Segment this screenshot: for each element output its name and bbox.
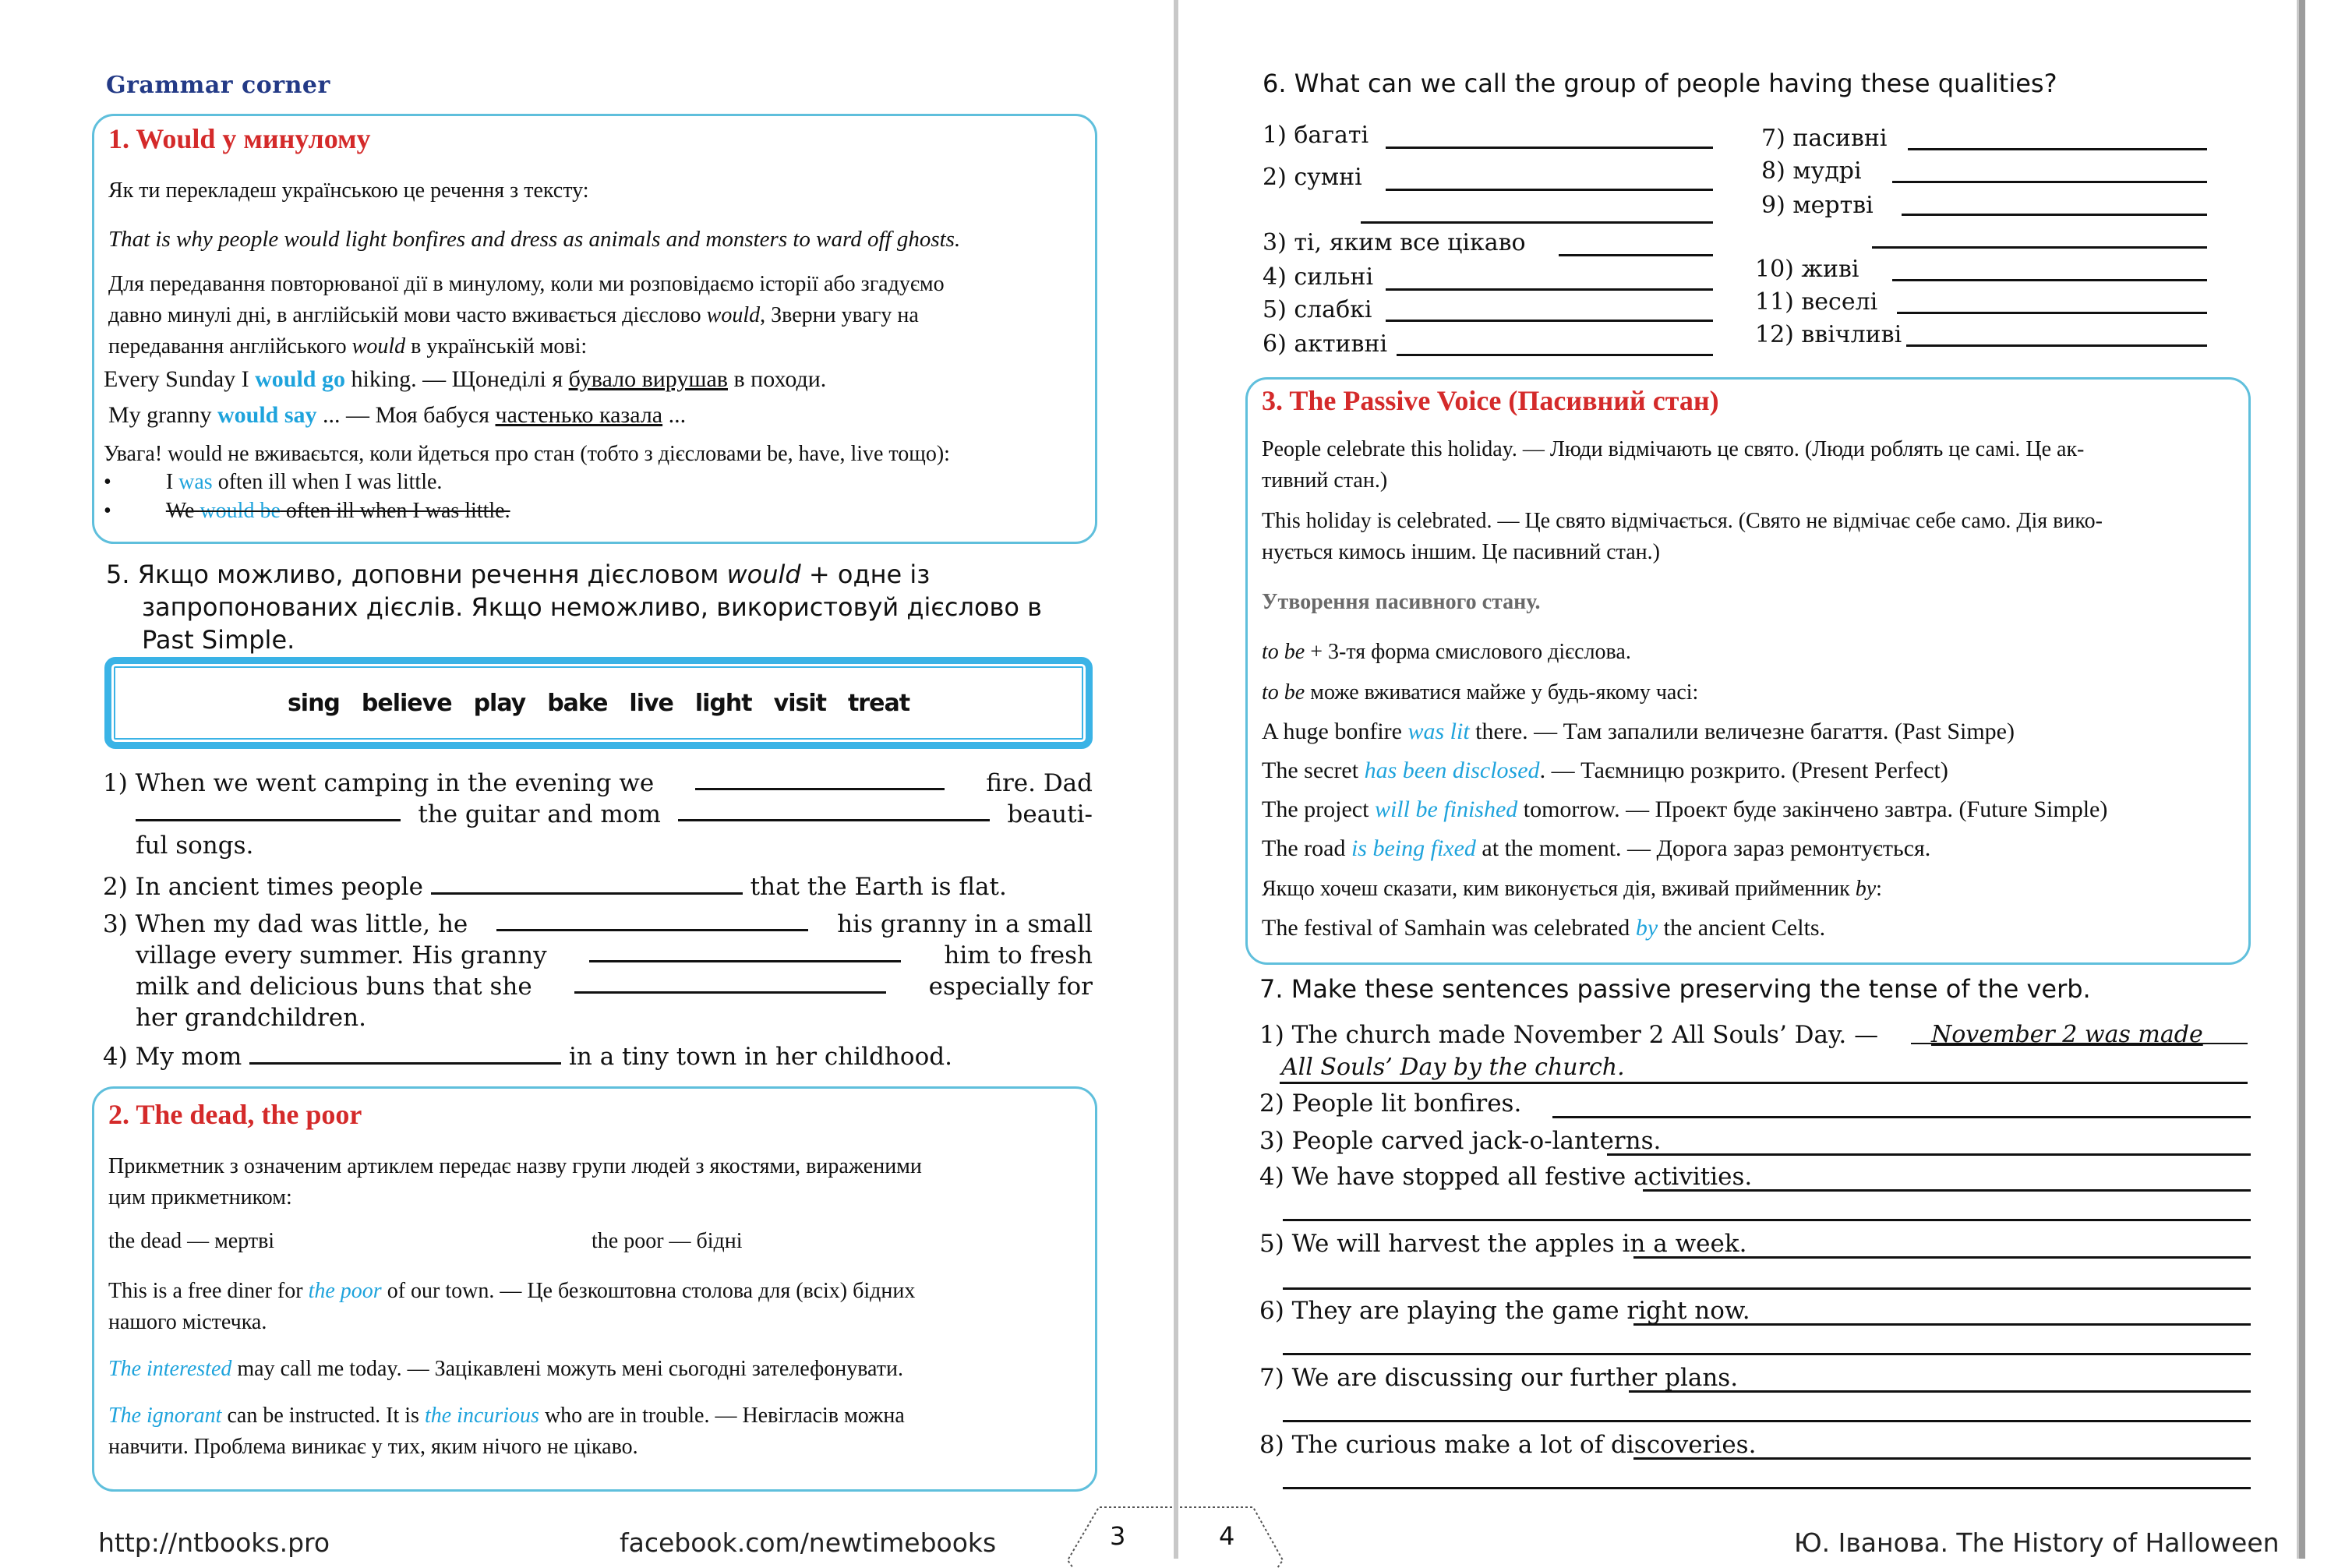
paragraph-active (1262, 434, 2084, 496)
highlight: the poor (308, 1279, 382, 1303)
text: 4) My mom (103, 1043, 242, 1071)
bullet: • (104, 499, 111, 523)
text: People celebrate this holiday. — Люди відмічають це свято. (Люди роблять це самі. Це ак- (1262, 437, 2085, 461)
answer-line[interactable] (1892, 279, 2207, 281)
bullet-2 (104, 496, 510, 527)
exercise-6-title: 6. What can we call the group of people having these qualities? (1263, 69, 2057, 98)
example-present-continuous (1262, 833, 1930, 864)
page-edge (2297, 0, 2305, 1559)
word-bank (104, 657, 1093, 749)
sentence-3 (108, 1400, 905, 1463)
term-would: would (726, 560, 801, 589)
exercise-5-instruction (106, 558, 1088, 656)
q6-item-8: 8) мудрі (1761, 157, 1862, 185)
box-title: 2. The dead, the poor (108, 1099, 362, 1130)
answer-line[interactable] (1902, 214, 2207, 216)
q6-item-1: 1) багаті (1263, 122, 1369, 149)
text: there. — Там запалили величезне багаття. (Past Simpe) (1469, 719, 2015, 744)
bullet-1 (104, 467, 442, 498)
text: The secret (1262, 758, 1365, 783)
highlight: would say (217, 402, 317, 428)
highlight: The ignorant (108, 1404, 222, 1428)
by-example (1262, 913, 1825, 944)
answer-line[interactable] (1629, 1390, 2251, 1393)
explanation (108, 269, 1082, 362)
highlight: has been disclosed (1364, 758, 1540, 783)
exercise-7-item-5: 5) We will harvest the apples in a week. (1259, 1230, 1747, 1258)
book-spine (1174, 0, 1178, 1559)
example-sentence: That is why people would light bonfires and dress as animals and monsters to ward off ghosts. (108, 227, 961, 252)
rule-box-passive-voice (1245, 377, 2251, 965)
text: may call me today. — Зацікавлені можуть мені сьогодні зателефонувати. (231, 1357, 903, 1381)
exercise-7-item-1 (1259, 1019, 1878, 1051)
answer-line[interactable] (1386, 288, 1713, 291)
text: his granny in a small (837, 910, 1093, 938)
exercise-number: 5. (106, 560, 130, 589)
q6-item-5: 5) слабкі (1263, 296, 1372, 323)
by-rule (1262, 874, 1882, 905)
answer-blank[interactable] (678, 799, 990, 821)
text: нашого містечка. (108, 1310, 267, 1334)
item-1-answer-line-2[interactable]: All Souls’ Day by the church. (1281, 1054, 1625, 1081)
text: Every Sunday I (104, 366, 256, 392)
right-page (1181, 0, 2296, 1559)
text: : (1876, 877, 1882, 901)
text: може вживатися майже у будь-якому часі: (1305, 680, 1699, 705)
bullet: • (104, 470, 111, 494)
subheading: Утворення пасивного стану. (1262, 590, 1541, 614)
text: This holiday is celebrated. — Це свято відмічається. (Свято не відмічає себе само. Дія вико- (1262, 509, 2103, 533)
answer-line[interactable] (1283, 1287, 2251, 1290)
text: often ill when I was little. (212, 470, 443, 494)
answer-line[interactable] (1633, 1457, 2251, 1460)
word-sing: sing (287, 689, 340, 717)
text: давно минулі дні, в англійській мови часто вживається дієслово (108, 303, 707, 327)
answer-line[interactable] (1283, 1219, 2251, 1221)
text: My granny (108, 402, 217, 428)
text: that the Earth is flat. (750, 873, 1007, 901)
highlight: by (1635, 915, 1658, 941)
answer-line[interactable] (1633, 1256, 2251, 1259)
text: I (165, 470, 179, 494)
exercise-7-item-7: 7) We are discussing our further plans. (1259, 1364, 1739, 1392)
text: the ancient Celts. (1658, 915, 1826, 941)
highlight: The interested (108, 1357, 232, 1381)
explanation-line-2 (108, 300, 1082, 331)
left-page (0, 0, 1175, 1559)
example-2 (108, 400, 686, 431)
paragraph-passive (1262, 506, 2103, 568)
text: Прикметник з означеним артиклем передає назву групи людей з якостями, вираженими (108, 1154, 922, 1178)
highlight: would go (255, 366, 345, 392)
answer-line[interactable] (1559, 254, 1713, 256)
pair-left: the dead — мертві (108, 1229, 275, 1253)
text: Якщо можливо, доповни речення дієсловом (137, 560, 727, 589)
text: especially for (928, 973, 1093, 1001)
instruction-line-2: запропонованих дієслів. Якщо неможливо, використовуй дієслово в (142, 592, 1043, 622)
answer-line[interactable] (1911, 1043, 2248, 1044)
exercise-5-item-3 (103, 909, 1093, 1033)
q6-item-11: 11) веселі (1755, 288, 1878, 316)
text: ... — Моя бабуся (316, 402, 496, 428)
answer-line[interactable] (1386, 189, 1713, 191)
word-live: live (629, 689, 673, 717)
warning: Увага! would не вживаєьтся, коли йдеться про стан (тобто з дієсловами be, have, live тощо): (104, 442, 950, 466)
text: . — Таємницю розкрито. (Present Perfect) (1539, 758, 1948, 783)
example-present-perfect (1262, 755, 1948, 786)
answer-line[interactable] (1283, 1353, 2251, 1355)
answer-blank[interactable] (574, 971, 886, 994)
q6-item-9: 9) мертві (1761, 192, 1874, 219)
q6-item-12: 12) ввічливі (1755, 321, 1902, 348)
intro (108, 1151, 922, 1213)
text: + 3-тя форма смислового дієслова. (1305, 640, 1631, 664)
exercise-7-item-2: 2) People lit bonfires. (1259, 1089, 1522, 1118)
page-number-4 (1177, 1506, 1286, 1568)
text: 1) The church made November 2 All Souls’ Day. — (1259, 1021, 1879, 1049)
example-past-simple (1262, 716, 2015, 747)
answer-line[interactable] (1643, 1189, 2251, 1192)
answer-line[interactable] (1908, 148, 2207, 150)
answer-line[interactable] (1906, 344, 2207, 347)
answer-line[interactable] (1633, 1323, 2251, 1326)
word-treat: treat (847, 689, 910, 717)
exercise-7-item-4: 4) We have stopped all festive activities. (1259, 1163, 1753, 1191)
underlined-text: частенько казала (495, 402, 663, 428)
word-play: play (473, 689, 526, 717)
answer-blank[interactable] (431, 872, 743, 895)
text: The project (1262, 796, 1375, 822)
term-would: would (706, 303, 761, 327)
text: тивний стан.) (1262, 468, 1388, 493)
text: передавання англійського (108, 334, 352, 358)
book-credit: Ю. Іванова. The History of Halloween (1794, 1527, 2280, 1558)
exercise-5-item-4 (103, 1041, 952, 1072)
answer-line[interactable] (1872, 246, 2207, 249)
text: in a tiny town in her childhood. (568, 1043, 952, 1071)
text: the guitar and mom (418, 800, 661, 828)
translate-prompt: Як ти перекладеш українською це речення з тексту: (108, 178, 589, 203)
example-future-simple (1262, 794, 2107, 825)
text: hiking. — Щонеділі я (345, 366, 569, 392)
page-number: 4 (1219, 1521, 1235, 1551)
exercise-5-item-2 (103, 871, 1007, 902)
text: at the moment. — Дорога зараз ремонтується. (1475, 835, 1931, 861)
text: of our town. — Це безкоштовна столова для (всіх) бідних (381, 1279, 916, 1303)
facebook-link[interactable]: facebook.com/newtimebooks (620, 1527, 997, 1558)
word-bake: bake (547, 689, 608, 717)
text: We (165, 499, 200, 523)
text: village every summer. His granny (136, 941, 547, 969)
term: by (1855, 877, 1877, 901)
text: нується кимось іншим. Це пасивний стан.) (1262, 540, 1660, 564)
answer-blank[interactable] (249, 1042, 561, 1065)
q6-item-10: 10) живі (1755, 256, 1859, 283)
sentence-2 (108, 1354, 903, 1385)
text: навчити. Проблема виникає у тих, яким нічого не цікаво. (108, 1435, 638, 1459)
exercise-7-item-3: 3) People carved jack-o-lanterns. (1259, 1127, 1662, 1155)
highlight: will be finished (1374, 796, 1518, 822)
highlight: was (178, 470, 213, 494)
exercise-7-item-6: 6) They are playing the game right now. (1259, 1297, 1750, 1325)
answer-line[interactable] (1607, 1153, 2251, 1156)
q6-item-7: 7) пасивні (1761, 125, 1888, 152)
text: в українській мові: (405, 334, 588, 358)
answer-line[interactable] (1361, 221, 1713, 224)
word-light: light (694, 689, 752, 717)
answer-line[interactable] (1552, 1116, 2251, 1118)
text: ful songs. (136, 832, 254, 860)
text: + одне із (800, 560, 931, 589)
q6-item-6: 6) активні (1263, 330, 1388, 358)
rule-2 (1262, 677, 1698, 708)
text: 3) When my dad was little, he (103, 910, 468, 938)
text: в походи. (727, 366, 827, 392)
example-1 (104, 364, 826, 395)
website-link[interactable]: http://ntbooks.pro (98, 1527, 330, 1558)
box-title: 3. The Passive Voice (Пасивний стан) (1262, 385, 1719, 416)
text: tomorrow. — Проект буде закінчено завтра. (Future Simple) (1517, 796, 2108, 822)
text: beauti- (1007, 800, 1093, 828)
text: who are in trouble. — Невігласів можна (539, 1404, 905, 1428)
answer-line[interactable] (1386, 147, 1713, 149)
text: The festival of Samhain was celebrated (1262, 915, 1636, 941)
q6-item-2: 2) сумні (1263, 164, 1362, 191)
box-title: 1. Would у минулому (108, 123, 371, 154)
answer-blank[interactable] (695, 768, 945, 790)
highlight: the incurious (424, 1404, 539, 1428)
q6-item-3: 3) ті, яким все цікаво (1263, 229, 1526, 256)
explanation-line-1: Для передавання повторюваної дії в минулому, коли ми розповідаємо історії або згадуємо (108, 272, 945, 296)
rule-box-would (92, 114, 1097, 544)
answer-line[interactable] (1280, 1082, 2248, 1084)
pair-right: the poor — бідні (592, 1229, 743, 1253)
instruction-line-3: Past Simple. (142, 625, 295, 655)
text: her grandchildren. (136, 1004, 366, 1032)
page-number-3 (1066, 1506, 1175, 1568)
answer-line[interactable] (1283, 1487, 2251, 1489)
highlight: is being fixed (1351, 835, 1476, 861)
answer-line[interactable] (1283, 1420, 2251, 1422)
text: The road (1262, 835, 1351, 861)
sentence-1 (108, 1276, 915, 1338)
highlight: would be (200, 499, 281, 523)
text: him to fresh (944, 941, 1093, 969)
answer-blank[interactable] (589, 940, 901, 962)
instruction-line-1 (106, 558, 1088, 591)
word-visit: visit (773, 689, 826, 717)
answer-blank[interactable] (136, 799, 401, 821)
text: цим прикметником: (108, 1185, 292, 1210)
exercise-7-item-8: 8) The curious make a lot of discoveries. (1259, 1431, 1757, 1459)
rule-box-the-dead-the-poor (92, 1086, 1097, 1492)
answer-line[interactable] (1397, 354, 1713, 356)
text: 2) In ancient times people (103, 873, 423, 901)
text: can be instructed. It is (221, 1404, 425, 1428)
answer-line[interactable] (1386, 320, 1713, 322)
exercise-5-item-1 (103, 768, 1093, 861)
exercise-7-title: 7. Make these sentences passive preserving the tense of the verb. (1259, 974, 2091, 1004)
explanation-line-3 (108, 331, 1082, 362)
term: to be (1262, 680, 1305, 705)
text: , Зверни увагу на (760, 303, 919, 327)
rule-1 (1262, 637, 1631, 668)
text: milk and delicious buns that she (136, 973, 532, 1001)
text: Якщо хочеш сказати, ким виконується дія, вживай прийменник (1262, 877, 1856, 901)
text: 1) When we went camping in the evening we (103, 769, 655, 797)
section-title: Grammar corner (106, 72, 330, 99)
page-number: 3 (1110, 1521, 1126, 1551)
answer-blank[interactable] (496, 909, 808, 931)
text: often ill when I was little. (280, 499, 510, 523)
answer-line[interactable] (1897, 312, 2207, 314)
text: ... (662, 402, 687, 428)
q6-item-4: 4) сильні (1263, 263, 1374, 291)
highlight: was lit (1407, 719, 1470, 744)
text: fire. Dad (986, 769, 1093, 797)
answer-line[interactable] (1892, 181, 2207, 183)
word-believe: believe (361, 689, 452, 717)
text: This is a free diner for (108, 1279, 309, 1303)
term: to be (1262, 640, 1305, 664)
underlined-text: бувало вирушав (568, 366, 728, 392)
text: A huge bonfire (1262, 719, 1408, 744)
term-would: would (351, 334, 406, 358)
item-1-answer-line-1[interactable]: November 2 was made (1931, 1021, 2203, 1048)
